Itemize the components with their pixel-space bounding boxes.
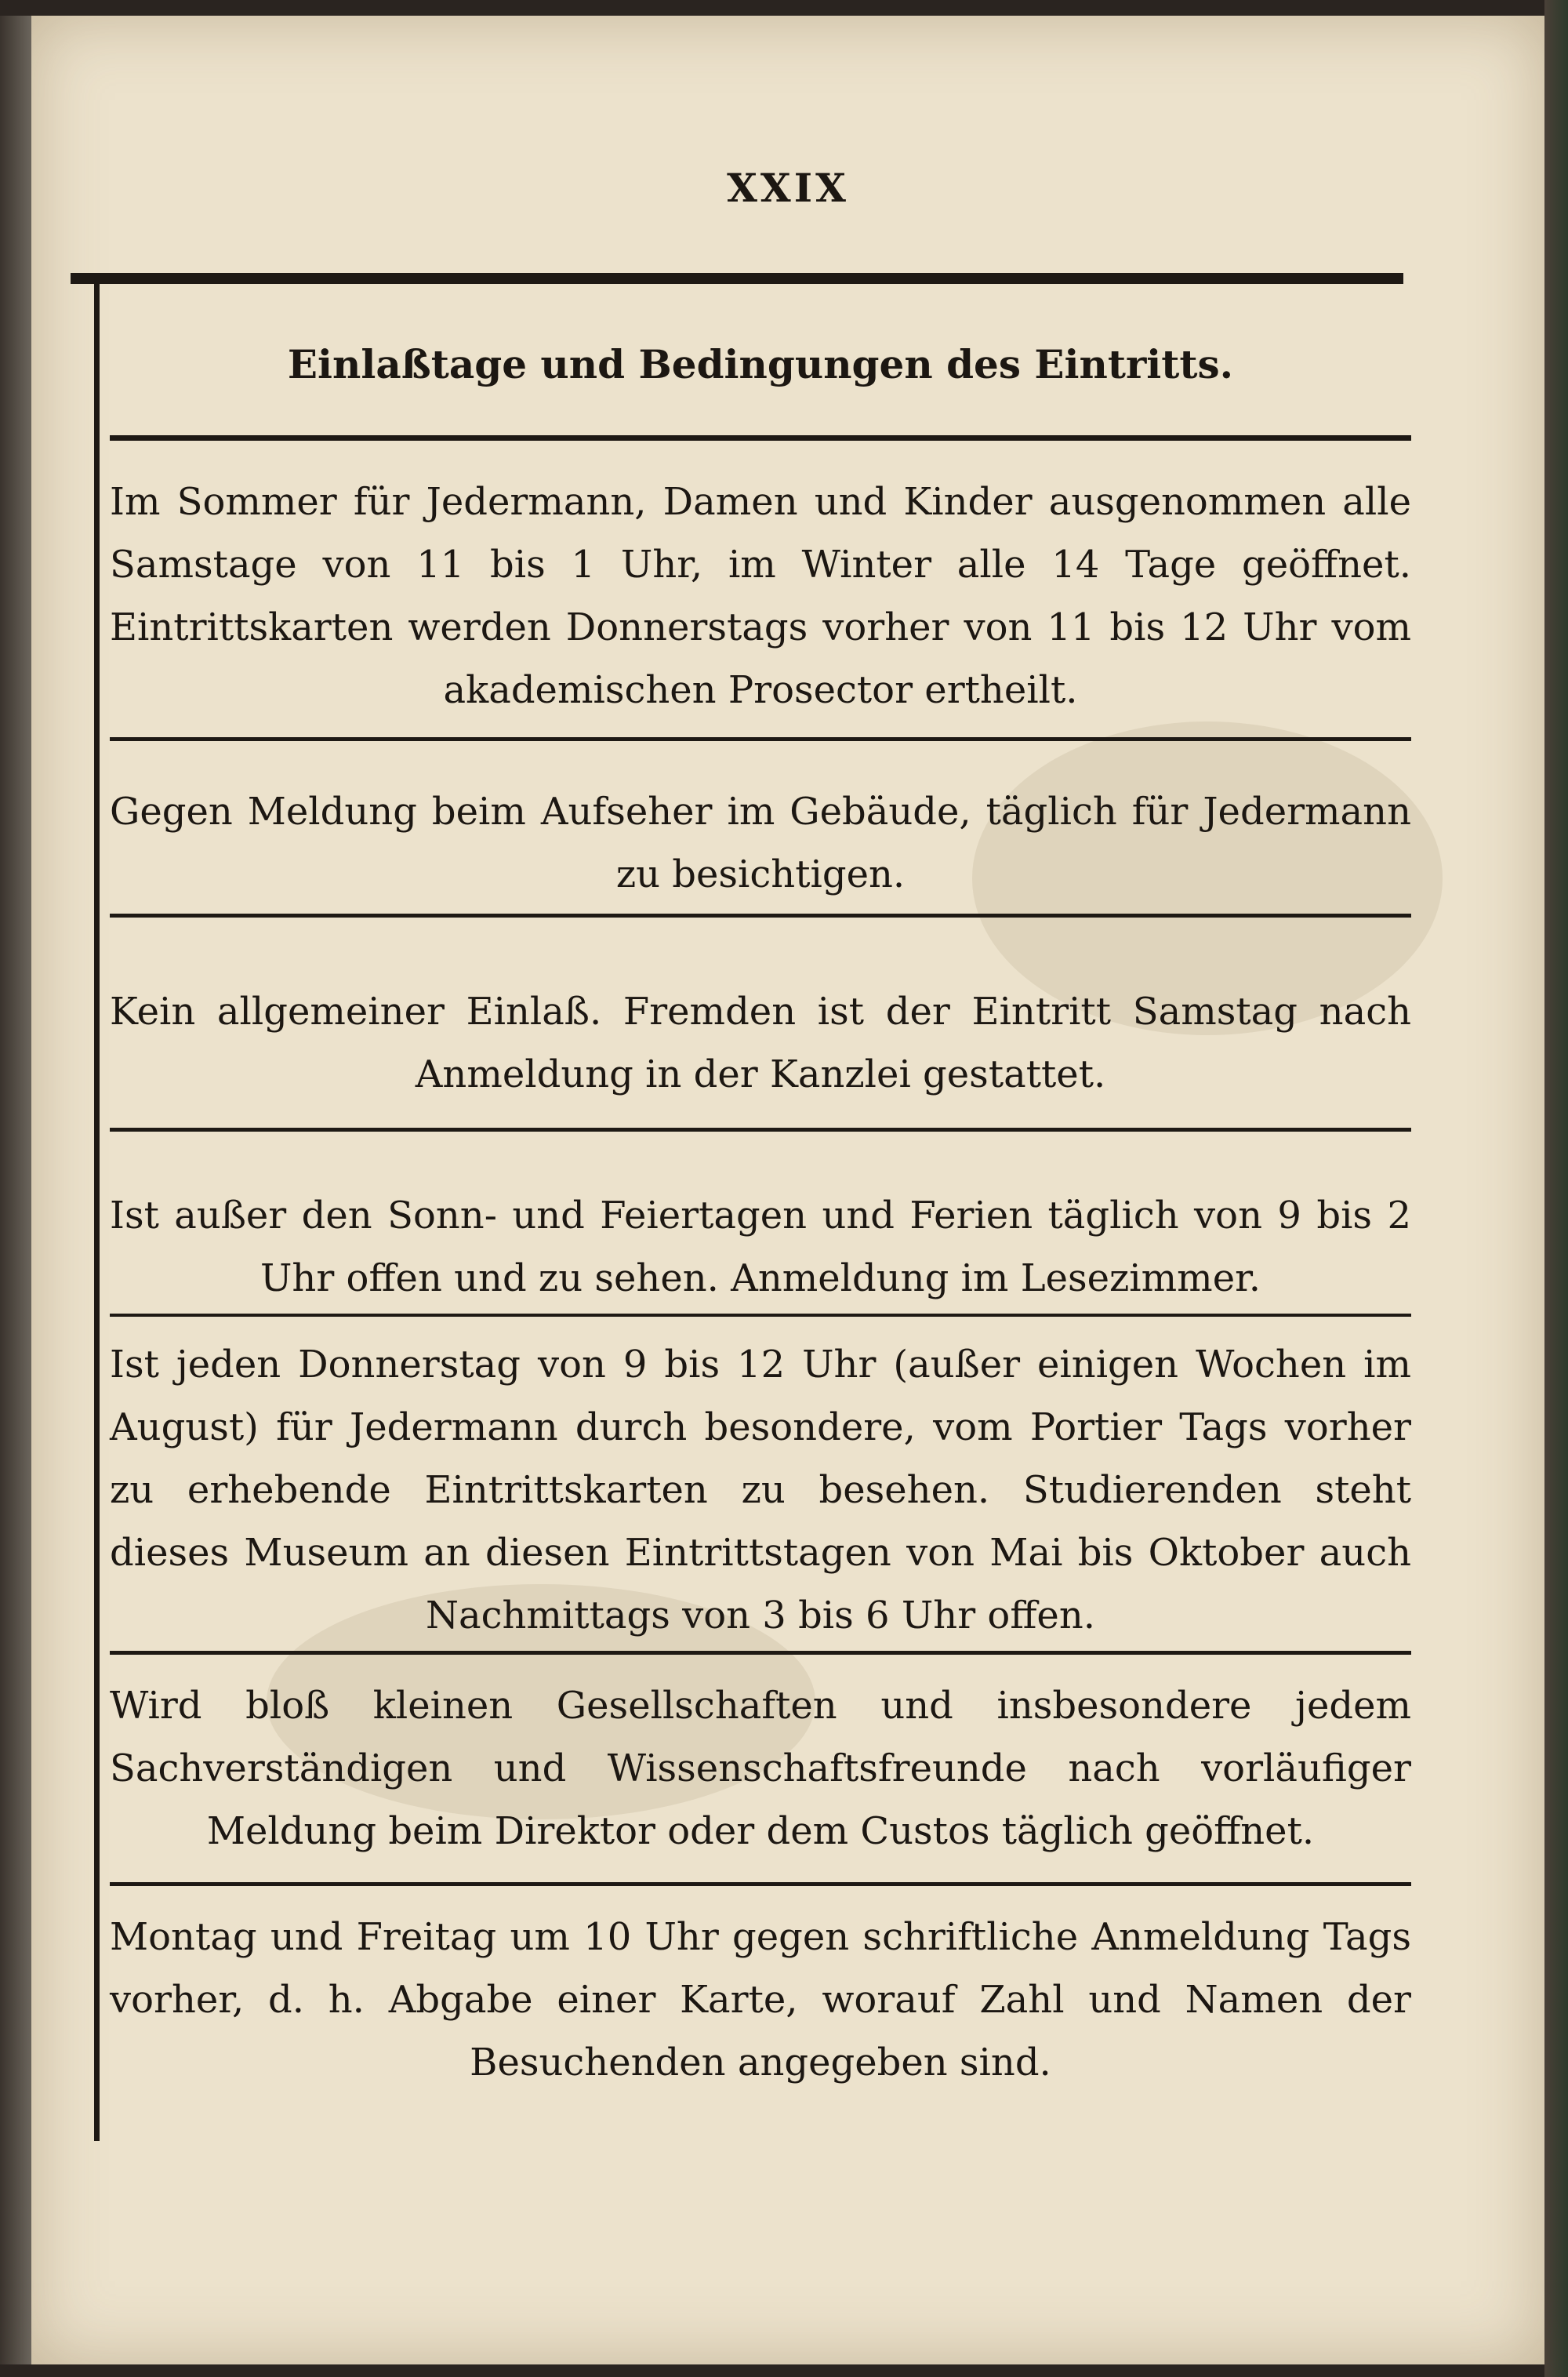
book-binding: [0, 16, 31, 2364]
section-text: Wird bloß kleinen Gesellschaften und insbesondere jedem Sachverständigen und Wissenschaftsfreunde nach vorläufiger Meldung beim Direktor oder dem Custos täglich geöffnet.: [110, 1684, 1411, 1853]
section-text: Montag und Freitag um 10 Uhr gegen schriftliche Anmeldung Tags vorher, d. h. Abgabe einer Karte, worauf Zahl und Namen der Besuchenden angegeben sind.: [110, 1915, 1411, 2084]
section-text: Ist außer den Sonn- und Feiertagen und Ferien täglich von 9 bis 2 Uhr offen und zu sehen. Anmeldung im Lesezimmer.: [110, 1194, 1411, 1300]
section-divider: [110, 1314, 1411, 1317]
top-rule: [71, 273, 1403, 284]
left-column-rule: [94, 282, 100, 2141]
section-text: Gegen Meldung beim Aufseher im Gebäude, täglich für Jedermann zu besichtigen.: [110, 790, 1411, 896]
section-divider: [110, 1651, 1411, 1655]
page-number: XXIX: [727, 165, 849, 211]
section-divider: [110, 1882, 1411, 1886]
section-divider: [110, 914, 1411, 918]
section-divider: [110, 737, 1411, 741]
cover-edge: [1544, 0, 1568, 2377]
section-text: Im Sommer für Jedermann, Damen und Kinder ausgenommen alle Samstage von 11 bis 1 Uhr, im Winter alle 14 Tage geöffnet. Eintrittskarten werden Donnerstags vorher von 11 bis 12 Uhr vom akademischen Prosector ertheilt.: [110, 480, 1411, 712]
section-text: Kein allgemeiner Einlaß. Fremden ist der Eintritt Samstag nach Anmeldung in der Kanzlei gestattet.: [110, 990, 1411, 1096]
table-heading: Einlaßtage und Bedingungen des Eintritts.: [287, 341, 1234, 387]
book-page: [31, 16, 1544, 2364]
section-divider: [110, 435, 1411, 441]
section-divider: [110, 1128, 1411, 1132]
section-text: Ist jeden Donnerstag von 9 bis 12 Uhr (außer einigen Wochen im August) für Jedermann durch besondere, vom Portier Tags vorher zu erhebende Eintrittskarten zu besehen. Studierenden steht dieses Museum an diesen Eintrittstagen von Mai bis Oktober auch Nachmittags von 3 bis 6 Uhr offen.: [110, 1343, 1411, 1637]
